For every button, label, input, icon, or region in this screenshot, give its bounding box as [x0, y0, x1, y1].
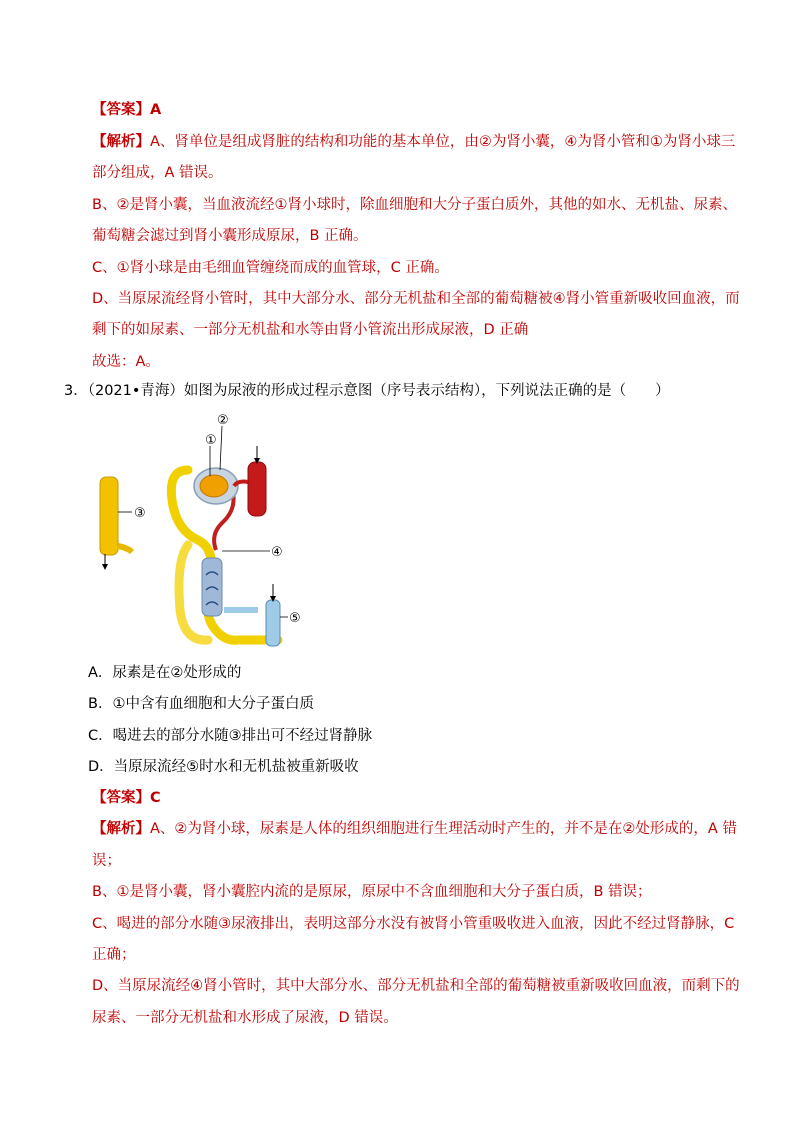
figure-label-3: ③ [134, 506, 146, 521]
collecting-duct-shape [100, 477, 118, 555]
analysis-text: A、②为肾小球，尿素是人体的组织细胞进行生理活动时产生的，并不是在②处形成的，A 错 [150, 821, 737, 837]
figure-label-5: ⑤ [289, 611, 301, 626]
glomerulus-shape [200, 475, 228, 497]
analysis-line-6: D、当原尿流经肾小管时，其中大部分水、部分无机盐和全部的葡萄糖被④肾小管重新吸收回血液，而 [92, 291, 740, 307]
arrowhead-left [102, 564, 108, 570]
afferent-arteriole [234, 482, 248, 487]
option-c: C．喝进去的部分水随③排出可不经过肾静脉 [88, 728, 373, 744]
analysis-line-2: 部分组成，A 错误。 [92, 165, 223, 181]
urine-formation-diagram [88, 410, 328, 655]
figure-label-4: ④ [271, 545, 283, 560]
duct-branch [118, 546, 132, 552]
analysis-line-5: C、①肾小球是由毛细血管缠绕而成的血管球，C 正确。 [92, 260, 449, 276]
answer-value: A [150, 102, 162, 118]
conclusion-line: 故选：A。 [92, 354, 160, 370]
figure-label-1: ① [205, 433, 217, 448]
answer-label: 【答案】 [92, 790, 150, 806]
answer-line-1 [92, 100, 161, 120]
figure-label-2: ② [217, 413, 229, 428]
analysis-line-7: 剩下的如尿素、一部分无机盐和水等由肾小管流出形成尿液，D 正确 [92, 322, 529, 338]
leader-line-2 [220, 426, 222, 470]
analysis-text: A、肾单位是组成肾脏的结构和功能的基本单位，由②为肾小囊，④为肾小管和①为肾小球三 [150, 134, 736, 150]
analysis3-line-7: 尿素、一部分无机盐和水形成了尿液，D 错误。 [92, 1010, 398, 1026]
analysis-line-1 [92, 132, 735, 152]
question-stem: 3．（2021•青海）如图为尿液的形成过程示意图（序号表示结构），下列说法正确的是（ ） [64, 383, 670, 399]
analysis3-line-2: 误； [92, 853, 121, 869]
analysis3-line-1 [92, 819, 737, 839]
analysis3-line-3: B、①是肾小囊，肾小囊腔内流的是原尿，原尿中不含血细胞和大分子蛋白质，B 错误； [92, 884, 652, 900]
answer-value: C [150, 790, 161, 806]
answer-line-3 [92, 788, 161, 808]
blood-vessel-shape [248, 462, 266, 516]
analysis3-line-4: C、喝进的部分水随③尿液排出，表明这部分水没有被肾小管重吸收进入血液，因此不经过肾静脉，C [92, 916, 735, 932]
analysis-label: 【解析】 [92, 134, 150, 150]
analysis-line-4: 葡萄糖会滤过到肾小囊形成原尿，B 正确。 [92, 228, 368, 244]
option-a: A．尿素是在②处形成的 [88, 665, 242, 681]
answer-label: 【答案】 [92, 102, 150, 118]
option-d: D．当原尿流经⑤时水和无机盐被重新吸收 [88, 759, 359, 775]
analysis3-line-6: D、当原尿流经④肾小管时，其中大部分水、部分无机盐和全部的葡萄糖被重新吸收回血液，而剩下的 [92, 978, 740, 994]
analysis-line-3: B、②是肾小囊，当血液流经①肾小球时，除血细胞和大分子蛋白质外，其他的如水、无机盐、尿素、 [92, 197, 737, 213]
analysis3-line-5: 正确； [92, 947, 136, 963]
option-b: B．①中含有血细胞和大分子蛋白质 [88, 696, 314, 712]
analysis-label: 【解析】 [92, 821, 150, 837]
renal-vein-shape [266, 600, 280, 646]
